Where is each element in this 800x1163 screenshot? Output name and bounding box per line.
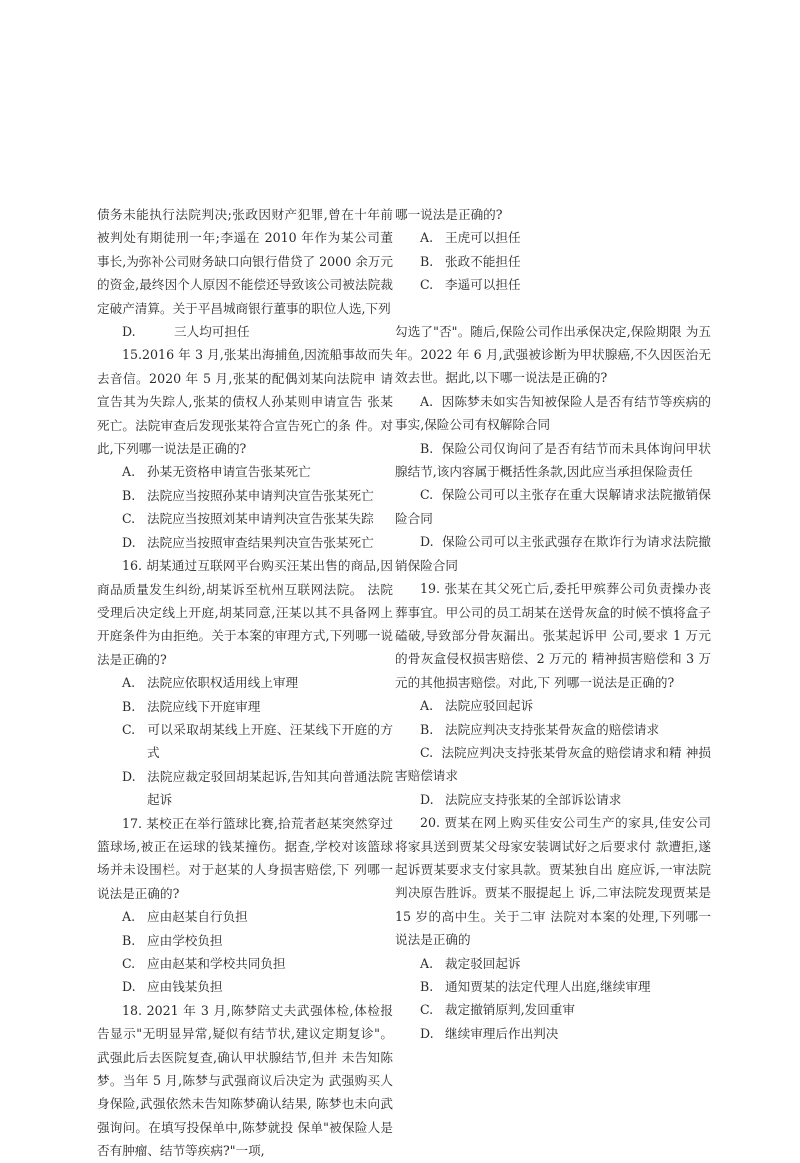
option-key: C. (420, 277, 434, 293)
q15-stem: 15.2016 年 3 月,张某出海捕鱼,因流船事故而失去音信。2020 年 5 月,张某的配偶刘某向法院申 请宣告其为失踪人,张某的债权人孙某则申请宣告 张某死亡。法院审查后发现张某符合宣告死亡的条 件。对此,下列哪一说法是正确的? (97, 347, 393, 457)
q18-option-a (395, 390, 711, 437)
option-key: C. (420, 744, 434, 760)
option-key: B. (122, 698, 136, 714)
q15-option-b (122, 484, 393, 507)
q16-option-c (122, 718, 393, 765)
option-text: 通知贾某的法定代理人出庭,继续审理 (445, 979, 651, 994)
option-key: C. (122, 956, 136, 971)
option-text: 可以采取胡某线上开庭、汪某线下开庭的方式 (147, 721, 393, 761)
q17-option-c (122, 952, 393, 975)
option-key: B. (420, 440, 434, 456)
option-key: B. (420, 979, 434, 994)
option-key: B. (122, 932, 136, 948)
option-key: D. (122, 324, 136, 340)
q17-option-b (122, 929, 393, 952)
option-text: 三人均可担任 (174, 324, 250, 340)
option-key: D. (420, 534, 434, 550)
option-text: 法院应依职权适用线上审理 (147, 675, 299, 691)
column-gap (395, 297, 711, 320)
q14-option-a (420, 226, 711, 249)
q18-stem-part2: 勾选了"否"。随后,保险公司作出承保决定,保险期限 为五年。2022 年 6 月,武强被诊断为甲状腺癌,不久因医治无效去世。据此,以下哪一说法是正确的? (395, 323, 711, 386)
option-key: C. (122, 721, 136, 737)
q14-stem-continuation: 债务未能执行法院判决;张政因财产犯罪,曾在十年前被判处有期徒刑一年;李遥在 2010 年作为某公司董事长,为弥补公司财务缺口向银行借贷了 2000 余万元的资金,最终因个人原因不能偿还导致该公司被法院裁定破产清算。关于平昌城商银行董事的职位人选,下列 (97, 207, 393, 316)
q18-option-d (395, 530, 711, 577)
option-text: 法院应支持张某的全部诉讼请求 (445, 791, 622, 807)
q14-stem-tail: 哪一说法是正确的? (395, 207, 503, 222)
q15-option-a (122, 460, 393, 483)
option-key: D. (420, 1025, 434, 1041)
option-key: B. (420, 253, 434, 269)
q15-option-d (122, 531, 393, 554)
q19-stem: 19. 张某在其父死亡后,委托甲殡葬公司负责操办丧葬事宜。甲公司的员工胡某在送骨灰盒的时候不慎将盒子磕破,导致部分骨灰漏出。张某起诉甲 公司,要求 1 万元的骨灰盒侵权损害赔偿、2 万元的 精神损害赔偿和 3 万元的其他损害赔偿。对此,下 列哪一说法是正确的? (395, 581, 711, 690)
q17-option-d (122, 975, 393, 998)
option-text: 保险公司仅询问了是否有结节而未具体询问甲状腺结节,该内容属于概括性条款,因此应当承担保险责任 (395, 440, 711, 480)
q16-option-d (122, 765, 393, 812)
option-key: D. (420, 791, 434, 807)
option-key: C. (122, 511, 136, 527)
option-key: D. (122, 768, 136, 784)
option-text: 法院应判决支持张某骨灰盒的赔偿请求和精 神损害赔偿请求 (395, 744, 711, 784)
option-text: 应由赵某自行负担 (147, 909, 248, 925)
option-text: 因陈梦未如实告知被保险人是否有结节等疾病的事实,保险公司有权解除合同 (395, 393, 711, 433)
q16-stem: 16. 胡某通过互联网平台购买汪某出售的商品,因商品质量发生纠纷,胡某诉至杭州互联网法院。 法院受理后决定线上开庭,胡某同意,汪某以其不具备网上开庭条件为由拒绝。关于本案的审理方式,下列哪一说法是正确的? (97, 558, 393, 667)
option-key: C. (420, 487, 434, 503)
option-key: B. (420, 721, 434, 737)
option-text: 保险公司可以主张武强存在欺诈行为请求法院撤销保险合同 (395, 534, 711, 573)
option-key: A. (122, 675, 136, 691)
option-key: A. (122, 909, 136, 925)
option-text: 法院应驳回起诉 (445, 698, 534, 714)
q20-option-b (420, 975, 711, 998)
q19-option-a (420, 694, 711, 717)
left-column (97, 203, 393, 1163)
option-key: D. (122, 979, 136, 995)
option-key: B. (122, 487, 136, 503)
q14-option-d (122, 320, 393, 343)
option-text: 应由钱某负担 (147, 979, 223, 995)
option-text: 法院应线下开庭审理 (147, 698, 261, 714)
option-text: 法院应判决支持张某骨灰盒的赔偿请求 (445, 721, 660, 737)
q18-option-c (395, 483, 711, 530)
q18-option-b (395, 437, 711, 484)
option-text: 法院应当按照审查结果判决宣告张某死亡 (147, 534, 374, 550)
option-key: A. (420, 698, 434, 714)
q14-option-c (420, 273, 711, 296)
q19-option-c (395, 741, 711, 788)
option-text: 裁定驳回起诉 (445, 955, 521, 971)
q18-stem-part1: 18. 2021 年 3 月,陈梦陪丈夫武强体检,体检报告显示"无明显异常,疑似有结节状,建议定期复诊"。武强此后去医院复查,确认甲状腺结节,但并 未告知陈梦。当年 5 月,陈梦与武强商议后决定为 武强购买人身保险,武强依然未告知陈梦确认结果, 陈梦也未向武强询问。在填写投保单中,陈梦就投 保单"被保险人是否有肿瘤、结节等疾病?"一项, (97, 1002, 393, 1159)
option-key: A. (420, 955, 434, 971)
q20-option-c (420, 998, 711, 1021)
q16-option-b (122, 695, 393, 718)
option-text: 法院应当按照刘某申请判决宣告张某失踪 (147, 511, 374, 527)
q15-option-c (122, 507, 393, 530)
q14-option-b (420, 250, 711, 273)
option-text: 李遥可以担任 (445, 277, 521, 293)
option-text: 保险公司可以主张存在重大误解请求法院撤销保险合同 (395, 487, 712, 526)
q19-option-b (420, 718, 711, 741)
option-text: 继续审理后作出判决 (445, 1025, 559, 1041)
option-key: A. (122, 464, 136, 480)
option-key: C. (420, 1002, 434, 1018)
q20-option-d (420, 1022, 711, 1045)
option-text: 张政不能担任 (445, 253, 521, 269)
q17-stem: 17. 某校正在举行篮球比赛,拾荒者赵某突然穿过篮球场,被正在运球的钱某撞伤。据查,学校对该篮球场并未设围栏。对于赵某的人身损害赔偿,下 列哪一说法是正确的? (97, 815, 393, 901)
option-text: 法院应当按照孙某申请判决宣告张某死亡 (147, 487, 374, 503)
q20-option-a (420, 952, 711, 975)
option-text: 应由学校负担 (147, 932, 223, 948)
right-column (395, 203, 711, 1045)
option-text: 裁定撤销原判,发回重审 (445, 1002, 575, 1018)
option-text: 王虎可以担任 (445, 230, 521, 246)
q16-option-a (122, 671, 393, 694)
q19-option-d (420, 788, 711, 811)
option-text: 应由赵某和学校共同负担 (147, 956, 286, 971)
option-text: 法院应裁定驳回胡某起诉,告知其向普通法院起诉 (147, 768, 393, 808)
q17-option-a (122, 905, 393, 928)
option-key: A. (420, 230, 434, 246)
option-key: D. (122, 534, 136, 550)
option-key: A. (420, 393, 434, 409)
option-text: 孙某无资格申请宣告张某死亡 (147, 464, 311, 480)
q20-stem: 20. 贾某在网上购买佳安公司生产的家具,佳安公司将家具送到贾某父母家安装调试好之后要求付 款遭拒,遂起诉贾某要求支付家具款。贾某独自出 庭应诉,一审法院判决原告胜诉。贾某不服提起上 诉,二审法院发现贾某是 15 岁的高中生。关于二审 法院对本案的处理,下列哪一说法是正确的 (395, 815, 711, 948)
